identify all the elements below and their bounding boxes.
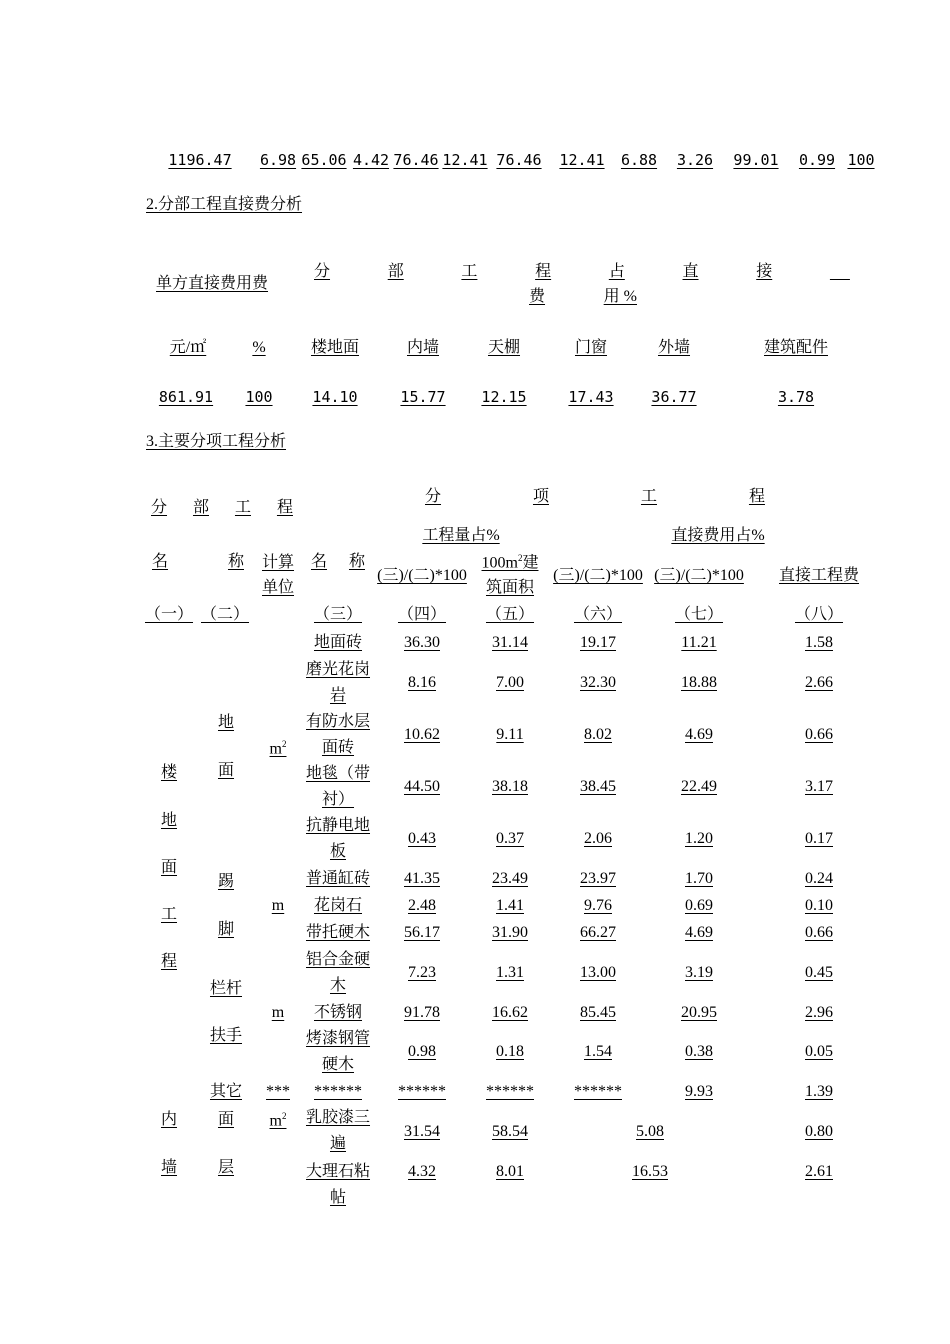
section-3-title: 3.主要分项工程分析 bbox=[146, 433, 287, 450]
cell-value: 13.00 bbox=[580, 964, 616, 981]
unit-skirting: m bbox=[271, 897, 285, 914]
col-value: 861.91 bbox=[158, 388, 214, 406]
cell-value: 2.48 bbox=[408, 897, 436, 914]
cell-value: 4.69 bbox=[685, 726, 713, 743]
summary-value: 100 bbox=[847, 151, 875, 169]
item-name: 抗静电地 bbox=[305, 817, 371, 834]
cell-value: 0.17 bbox=[805, 830, 833, 847]
direct-cost-label: 直接工程费 bbox=[778, 567, 860, 584]
col-index: （四） bbox=[397, 606, 447, 623]
col-value: 17.43 bbox=[568, 388, 614, 406]
unit-other: *** bbox=[266, 1083, 290, 1100]
col-index: （六） bbox=[573, 606, 623, 623]
item-name: 花岗石 bbox=[313, 897, 363, 914]
cell-value: 16.62 bbox=[492, 1004, 528, 1021]
cell-value: 0.18 bbox=[496, 1043, 524, 1060]
unit-floor: $m^2$ bbox=[269, 739, 287, 758]
cell-value: 44.50 bbox=[404, 778, 440, 795]
summary-value: 12.41 bbox=[559, 151, 605, 169]
col-header: 天棚 bbox=[487, 339, 521, 356]
cell-value: 0.66 bbox=[805, 924, 833, 941]
col-index: （三） bbox=[313, 606, 363, 623]
cell-value: 31.54 bbox=[404, 1123, 440, 1140]
formula-6: (三)/(二)*100 bbox=[553, 567, 643, 584]
calc-unit-label-1: 计算 bbox=[261, 554, 295, 571]
cell-value: 2.06 bbox=[584, 830, 612, 847]
item-name: 铝合金硬 bbox=[305, 951, 371, 968]
cell-value: 16.53 bbox=[632, 1163, 668, 1180]
col-index: （八） bbox=[794, 606, 844, 623]
cell-value: 23.49 bbox=[492, 870, 528, 887]
summary-value: 76.46 bbox=[496, 151, 542, 169]
cell-value: 9.11 bbox=[496, 726, 524, 743]
unit-wall: $m^2$ bbox=[269, 1111, 287, 1130]
qty-pct-label: 工程量占% bbox=[422, 527, 500, 544]
cell-value: 36.30 bbox=[404, 634, 440, 651]
item-name: 帖 bbox=[329, 1189, 347, 1206]
item-name: 板 bbox=[329, 843, 347, 860]
cell-value: 10.62 bbox=[404, 726, 440, 743]
cell-value: 91.78 bbox=[404, 1004, 440, 1021]
item-name: 地面砖 bbox=[313, 634, 363, 651]
item-name: 面砖 bbox=[321, 739, 355, 756]
summary-value: 6.98 bbox=[259, 151, 297, 169]
cell-value: 38.18 bbox=[492, 778, 528, 795]
col-value: 36.77 bbox=[651, 388, 697, 406]
cell-value: 0.69 bbox=[685, 897, 713, 914]
cell-value: 85.45 bbox=[580, 1004, 616, 1021]
name-label: 名 称 bbox=[152, 553, 244, 570]
summary-value: 3.26 bbox=[676, 151, 714, 169]
cell-value: 8.02 bbox=[584, 726, 612, 743]
col-header: 外墙 bbox=[657, 339, 691, 356]
cell-value: 0.66 bbox=[805, 726, 833, 743]
col-header: 元/㎡ bbox=[169, 339, 207, 356]
cell-value: ****** bbox=[574, 1083, 622, 1100]
cell-value: 0.37 bbox=[496, 830, 524, 847]
summary-value: 12.41 bbox=[442, 151, 488, 169]
cell-value: 7.00 bbox=[496, 674, 524, 691]
section-2-title: 2.分部工程直接费分析 bbox=[146, 196, 303, 213]
col-header: 建筑配件 bbox=[763, 339, 829, 356]
cell-value: 1.31 bbox=[496, 964, 524, 981]
cell-value: 3.19 bbox=[685, 964, 713, 981]
cell-value: 11.21 bbox=[681, 634, 717, 651]
cell-value: 2.61 bbox=[805, 1163, 833, 1180]
item-name: 地毯（带 bbox=[305, 765, 371, 782]
cell-value: 1.41 bbox=[496, 897, 524, 914]
cell-value: ****** bbox=[486, 1083, 534, 1100]
formula-4: (三)/(二)*100 bbox=[377, 567, 467, 584]
cell-value: 0.10 bbox=[805, 897, 833, 914]
item-name: 木 bbox=[329, 977, 347, 994]
cell-value: 3.17 bbox=[805, 778, 833, 795]
cell-value: 0.24 bbox=[805, 870, 833, 887]
summary-value: 1196.47 bbox=[168, 151, 232, 169]
cell-value: 0.45 bbox=[805, 964, 833, 981]
cell-value: 66.27 bbox=[580, 924, 616, 941]
cell-value: 58.54 bbox=[492, 1123, 528, 1140]
cell-value: 38.45 bbox=[580, 778, 616, 795]
cell-value: 32.30 bbox=[580, 674, 616, 691]
col-header: 内墙 bbox=[406, 339, 440, 356]
item-name: 有防水层 bbox=[305, 713, 371, 730]
division-name-header: 分 部 工 程 bbox=[151, 499, 293, 516]
cell-value: 7.23 bbox=[408, 964, 436, 981]
col-index: （七） bbox=[674, 606, 724, 623]
col-value: 3.78 bbox=[777, 388, 815, 406]
summary-value: 4.42 bbox=[352, 151, 390, 169]
cell-value: 9.76 bbox=[584, 897, 612, 914]
cell-value: 1.58 bbox=[805, 634, 833, 651]
cell-value: 18.88 bbox=[681, 674, 717, 691]
sub-item-header: 分 项 工 程 bbox=[425, 488, 765, 505]
cell-value: 0.80 bbox=[805, 1123, 833, 1140]
item-name: 衬） bbox=[321, 791, 355, 808]
col-value: 14.10 bbox=[312, 388, 358, 406]
cell-value: 1.39 bbox=[805, 1083, 833, 1100]
col-index: （二） bbox=[200, 606, 250, 623]
cell-value: 2.96 bbox=[805, 1004, 833, 1021]
cell-value: 1.54 bbox=[584, 1043, 612, 1060]
cell-value: 19.17 bbox=[580, 634, 616, 651]
summary-value: 76.46 bbox=[393, 151, 439, 169]
cell-value: 9.93 bbox=[685, 1083, 713, 1100]
cell-value: 31.14 bbox=[492, 634, 528, 651]
item-name: 烤漆钢管 bbox=[305, 1030, 371, 1047]
cell-value: 2.66 bbox=[805, 674, 833, 691]
item-name: 不锈钢 bbox=[313, 1004, 363, 1021]
summary-value: 0.99 bbox=[798, 151, 836, 169]
per100-label-1: $100m^2$建 bbox=[481, 553, 539, 572]
item-name: 磨光花岗 bbox=[305, 661, 371, 678]
cost-pct-label: 直接费用占% bbox=[671, 527, 765, 544]
item-name: 硬木 bbox=[321, 1056, 355, 1073]
col-index: （五） bbox=[485, 606, 535, 623]
cell-value: 56.17 bbox=[404, 924, 440, 941]
col-value: 100 bbox=[245, 388, 273, 406]
per100-label-2: 筑面积 bbox=[485, 579, 535, 596]
cell-value: 1.20 bbox=[685, 830, 713, 847]
item-name: 带托硬木 bbox=[305, 924, 371, 941]
summary-value: 6.88 bbox=[620, 151, 658, 169]
col-header: 楼地面 bbox=[310, 339, 360, 356]
division-header-line1: 分 部 工 程 占 直 接 bbox=[314, 263, 773, 280]
item-name: ****** bbox=[314, 1083, 362, 1100]
col-value: 15.77 bbox=[400, 388, 446, 406]
item-name: 普通缸砖 bbox=[305, 870, 371, 887]
cell-value: 0.98 bbox=[408, 1043, 436, 1060]
cell-value: 8.01 bbox=[496, 1163, 524, 1180]
item-name: 岩 bbox=[329, 687, 347, 704]
unit-cost-label: 单方直接费用费 bbox=[156, 275, 269, 292]
col-header: % bbox=[252, 339, 266, 356]
col-header: 门窗 bbox=[574, 339, 608, 356]
cell-value: 31.90 bbox=[492, 924, 528, 941]
item-name: 大理石粘 bbox=[305, 1163, 371, 1180]
cell-value: 4.69 bbox=[685, 924, 713, 941]
cell-value: 20.95 bbox=[681, 1004, 717, 1021]
cell-value: 0.05 bbox=[805, 1043, 833, 1060]
cell-value: 0.43 bbox=[408, 830, 436, 847]
cell-value: 1.70 bbox=[685, 870, 713, 887]
item-name: 乳胶漆三 bbox=[305, 1109, 371, 1126]
item-name-label: 名 称 bbox=[311, 553, 365, 570]
col-value: 12.15 bbox=[481, 388, 527, 406]
cell-value: 0.38 bbox=[685, 1043, 713, 1060]
col-index: （一） bbox=[144, 606, 194, 623]
cell-value: 5.08 bbox=[636, 1123, 664, 1140]
cell-value: 41.35 bbox=[404, 870, 440, 887]
division-header-line2: 费 用 % bbox=[529, 288, 637, 305]
item-name: 遍 bbox=[329, 1135, 347, 1152]
cell-value: 22.49 bbox=[681, 778, 717, 795]
cell-value: 8.16 bbox=[408, 674, 436, 691]
unit-railing: m bbox=[271, 1004, 285, 1021]
summary-value: 99.01 bbox=[733, 151, 779, 169]
cell-value: 23.97 bbox=[580, 870, 616, 887]
summary-value: 65.06 bbox=[301, 151, 347, 169]
formula-7: (三)/(二)*100 bbox=[654, 567, 744, 584]
cell-value: 4.32 bbox=[408, 1163, 436, 1180]
calc-unit-label-2: 单位 bbox=[261, 579, 295, 596]
cell-value: ****** bbox=[398, 1083, 446, 1100]
